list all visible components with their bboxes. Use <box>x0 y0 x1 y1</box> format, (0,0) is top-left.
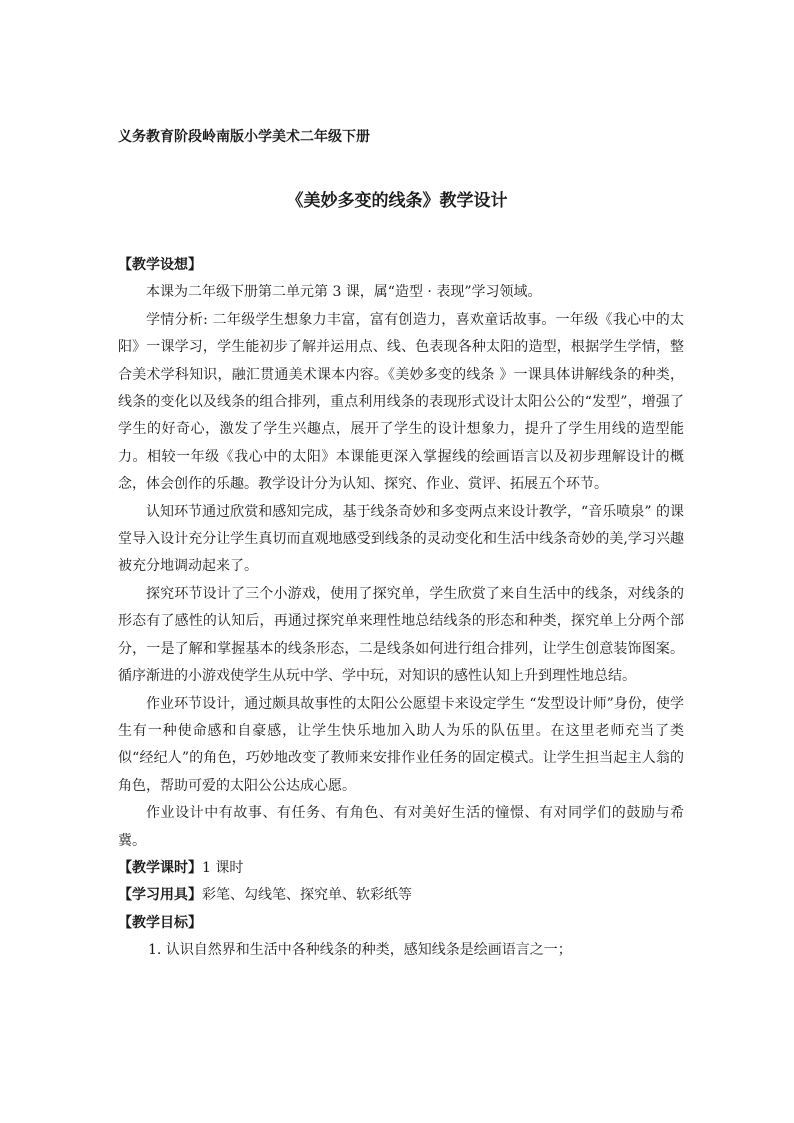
paragraph: 学情分析: 二年级学生想象力丰富，富有创造力，喜欢童话故事。一年级《我心中的太阳》一课学习，学生能初步了解并运用点、线、色表现各种太阳的造型，根据学生学情，整合美术学科知识，融汇贯通美术课本内容。《美妙多变的线条 》一课具体讲解线条的种类，线条的变化以及线条的组合排列，重点利用线条的表现形式设计太阳公公的“发型”，增强了学生的好奇心，激发了学生兴趣点，展开了学生的设计想象力，提升了学生用线的造型能力。相较一年级《我心中的太阳》本课能更深入掌握线的绘画语言以及初步理解设计的概念，体会创作的乐趣。教学设计分为认知、探究、作业、赏评、拓展五个环节。 <box>118 311 684 493</box>
paragraph: 认知环节通过欣赏和感知完成，基于线条奇妙和多变两点来设计教学，“音乐喷泉” 的课堂导入设计充分让学生真切而直观地感受到线条的灵动变化和生活中线条奇妙的美,学习兴趣被充分地调动起来了。 <box>118 503 684 575</box>
document-title: 《美妙多变的线条》教学设计 <box>286 191 508 211</box>
paragraph: 探究环节设计了三个小游戏，使用了探究单，学生欣赏了来自生活中的线条，对线条的形态有了感性的认知后，再通过探究单来理性地总结线条的形态和种类，探究单上分两个部分，一是了解和掌握基本的线条形态，二是线条如何进行组合排列，让学生创意装饰图案。循序渐进的小游戏使学生从玩中学、学中玩，对知识的感性认知上升到理性地总结。 <box>118 585 684 685</box>
learning-tools-row <box>118 882 684 909</box>
section-heading-hours: 【教学课时】 <box>118 859 202 876</box>
section-heading-goals: 【教学目标】 <box>118 914 202 931</box>
document-subtitle: 义务教育阶段岭南版小学美术二年级下册 <box>118 129 370 145</box>
section-heading-tools: 【学习用具】 <box>118 887 202 904</box>
document-body <box>118 252 684 965</box>
learning-tools-value: 彩笔、勾线笔、探究单、软彩纸等 <box>202 887 412 904</box>
lesson-hours-value: 1 课时 <box>202 859 244 876</box>
lesson-hours-row <box>118 855 684 882</box>
paragraph: 本课为二年级下册第二单元第 3 课，属“造型 · 表现”学习领域。 <box>146 284 542 301</box>
paragraph: 作业设计中有故事、有任务、有角色、有对美好生活的憧憬、有对同学们的鼓励与希冀。 <box>118 805 684 849</box>
section-heading-idea: 【教学设想】 <box>118 257 202 273</box>
paragraph: 作业环节设计，通过颇具故事性的太阳公公愿望卡来设定学生 “发型设计师”身份，使学生有一种使命感和自豪感，让学生快乐地加入助人为乐的队伍里。在这里老师充当了类似“经纪人”的角色，巧妙地改变了教师来安排作业任务的固定模式。让学生担当起主人翁的角色，帮助可爱的太阳公公达成心愿。 <box>118 695 684 794</box>
goal-item: 1. 认识自然界和生活中各种线条的种类，感知线条是绘画语言之一； <box>148 942 572 959</box>
